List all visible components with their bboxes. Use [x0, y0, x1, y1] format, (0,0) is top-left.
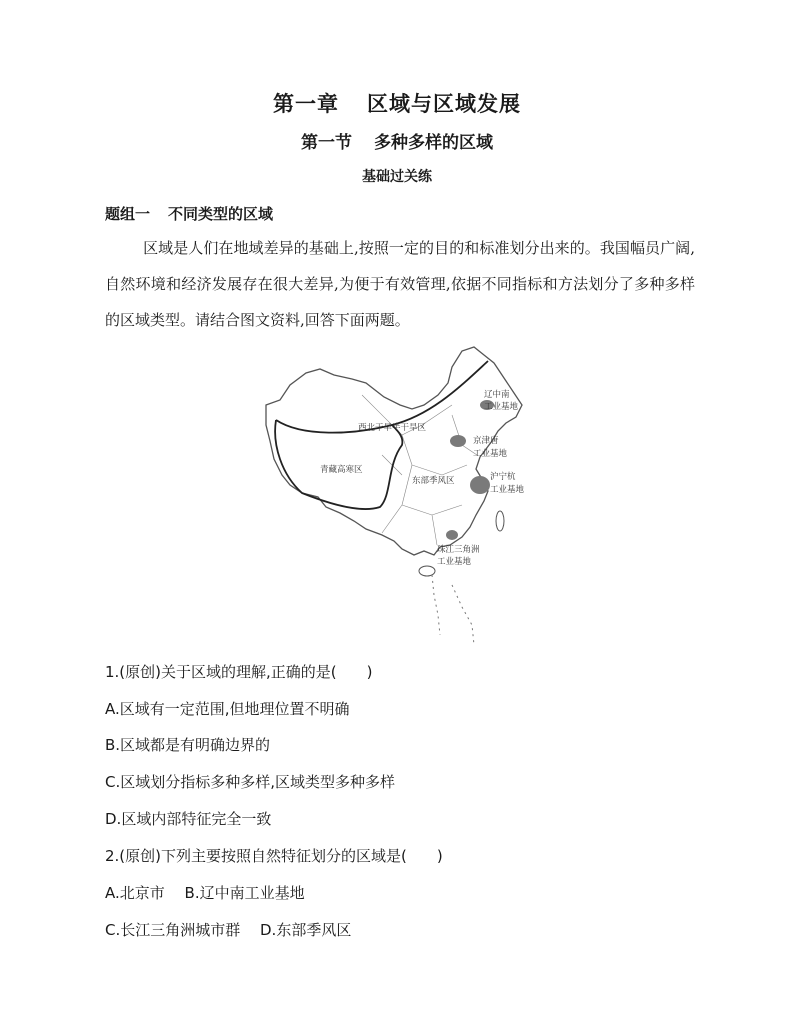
intro-text: 区域是人们在地域差异的基础上,按照一定的目的和标准划分出来的。我国幅员广阔,自然环境和经济发展存在很大差异,为便于有效管理,依据不同指标和方法划分了多种多样的区域类型。请结合图文资料,回答下面两题。: [105, 239, 695, 329]
arid-region-boundary: [276, 361, 488, 433]
question-1-option-c: C.区域划分指标多种多样,区域类型多种多样: [105, 773, 396, 791]
label-liaozhongnan-2: 工业基地: [484, 402, 519, 412]
question-1-stem: 1.(原创)关于区域的理解,正确的是( ): [105, 663, 373, 681]
label-huninghang-1: 沪宁杭: [490, 472, 516, 482]
zhujiang-base: [446, 530, 458, 540]
label-jingjintang-1: 京津唐: [473, 436, 499, 446]
label-jingjintang-2: 工业基地: [473, 449, 508, 459]
exercise-title: 基础过关练: [362, 169, 432, 185]
question-1-option-a: A.区域有一定范围,但地理位置不明确: [105, 700, 350, 718]
taiwan-island: [496, 511, 504, 531]
south-sea-islands: [432, 575, 474, 645]
question-1-option-d: D.区域内部特征完全一致: [105, 810, 272, 828]
label-tibet: 青藏高寒区: [320, 465, 363, 475]
jingjintang-base: [450, 435, 466, 447]
section-name: 多种多样的区域: [374, 133, 493, 153]
question-1-option-b: B.区域都是有明确边界的: [105, 736, 271, 754]
label-east: 东部季风区: [412, 476, 455, 486]
group-label: 题组一: [105, 205, 151, 223]
question-2-options-cd: C.长江三角洲城市群 D.东部季风区: [105, 921, 352, 939]
huninghang-base: [470, 476, 490, 494]
section-number: 第一节: [301, 133, 352, 153]
chapter-name: 区域与区域发展: [367, 91, 521, 116]
question-2-stem: 2.(原创)下列主要按照自然特征划分的区域是( ): [105, 847, 443, 865]
chapter-title: [0, 88, 794, 118]
label-zhujiang-1: 珠江三角洲: [437, 545, 480, 555]
section-title: [0, 128, 794, 153]
chapter-number: 第一章: [273, 91, 339, 116]
label-liaozhongnan-1: 辽中南: [484, 390, 510, 400]
group-heading: [105, 203, 273, 224]
question-2-options-ab: A.北京市 B.辽中南工业基地: [105, 884, 305, 902]
hainan-island: [419, 566, 435, 576]
province-lines: [362, 395, 477, 545]
china-region-map: [262, 345, 532, 650]
label-zhujiang-2: 工业基地: [437, 557, 472, 567]
group-title: 不同类型的区域: [168, 205, 274, 223]
label-northwest: 西北干旱半干旱区: [358, 423, 427, 433]
label-huninghang-2: 工业基地: [490, 485, 525, 495]
intro-paragraph: [105, 230, 695, 338]
